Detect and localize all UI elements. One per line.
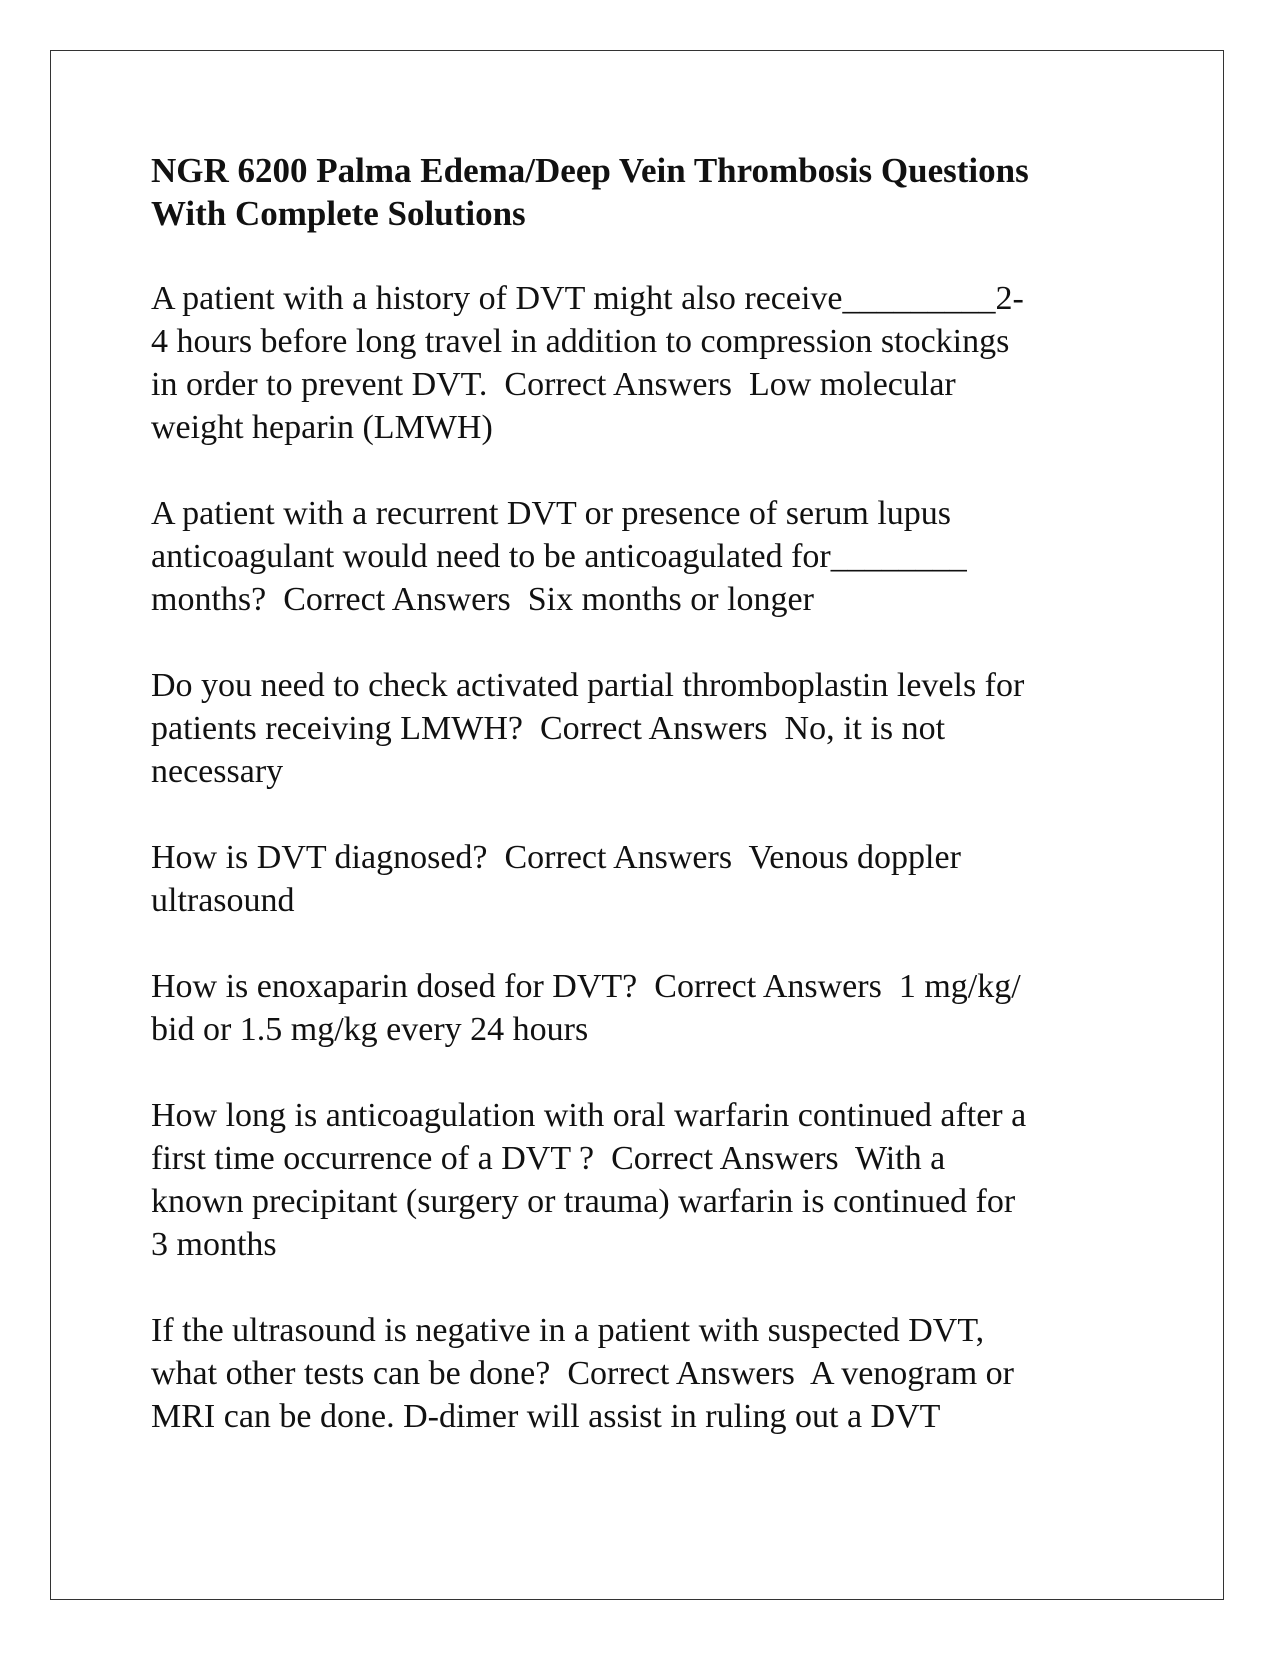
qa-line: first time occurrence of a DVT ? Correct Answers With a — [151, 1140, 946, 1177]
document-body — [151, 149, 1131, 1481]
qa-line: months? Correct Answers Six months or longer — [151, 581, 814, 618]
qa-line: How long is anticoagulation with oral warfarin continued after a — [151, 1097, 1027, 1134]
qa-line: in order to prevent DVT. Correct Answers Low molecular — [151, 366, 956, 403]
qa-line: weight heparin (LMWH) — [151, 409, 493, 446]
qa-line: known precipitant (surgery or trauma) warfarin is continued for — [151, 1183, 1016, 1220]
qa-line: patients receiving LMWH? Correct Answers No, it is not — [151, 710, 946, 747]
qa-item — [151, 492, 1131, 621]
title-line: With Complete Solutions — [151, 194, 526, 233]
qa-line: bid or 1.5 mg/kg every 24 hours — [151, 1011, 589, 1048]
qa-item — [151, 965, 1131, 1051]
qa-line: How is enoxaparin dosed for DVT? Correct Answers 1 mg/kg/ — [151, 968, 1021, 1005]
qa-line: How is DVT diagnosed? Correct Answers Venous doppler — [151, 839, 961, 876]
qa-line: ultrasound — [151, 882, 295, 919]
qa-item — [151, 277, 1131, 449]
qa-line: MRI can be done. D-dimer will assist in ruling out a DVT — [151, 1398, 941, 1435]
qa-line: A patient with a recurrent DVT or presence of serum lupus — [151, 495, 952, 532]
qa-item — [151, 1094, 1131, 1266]
qa-line: anticoagulant would need to be anticoagulated for________ — [151, 538, 967, 575]
qa-line: what other tests can be done? Correct Answers A venogram or — [151, 1355, 1014, 1392]
qa-item — [151, 664, 1131, 793]
qa-item — [151, 836, 1131, 922]
qa-line: 3 months — [151, 1226, 277, 1263]
title-line: NGR 6200 Palma Edema/Deep Vein Thrombosis Questions — [151, 151, 1029, 190]
qa-line: necessary — [151, 753, 284, 790]
qa-line: 4 hours before long travel in addition to compression stockings — [151, 323, 1010, 360]
qa-line: A patient with a history of DVT might also receive_________2- — [151, 280, 1024, 317]
qa-line: Do you need to check activated partial thromboplastin levels for — [151, 667, 1025, 704]
qa-line: If the ultrasound is negative in a patient with suspected DVT, — [151, 1312, 985, 1349]
qa-item — [151, 1309, 1131, 1438]
document-title — [151, 149, 1131, 235]
